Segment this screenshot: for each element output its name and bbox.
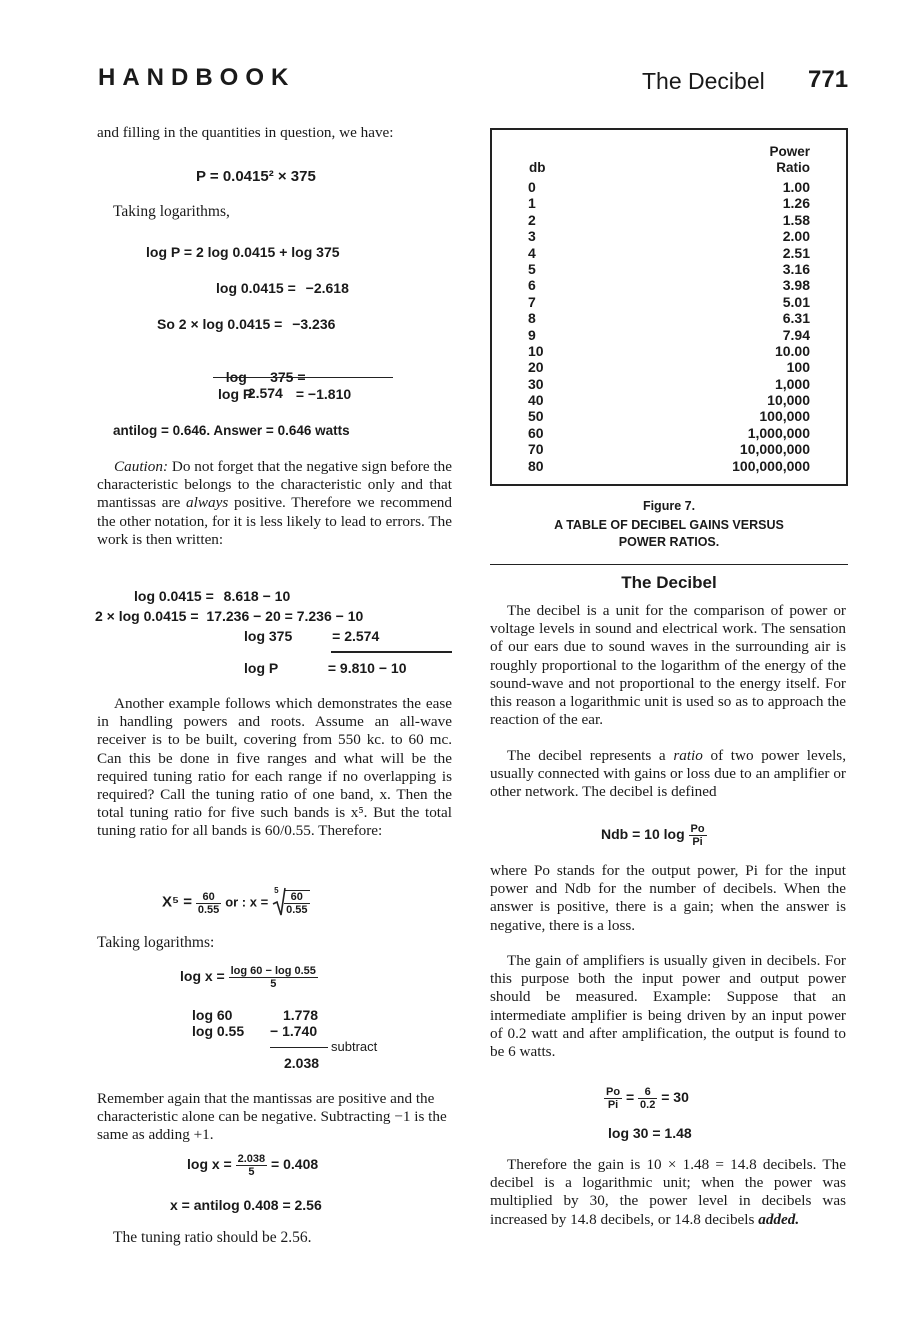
alt-lhs: 2 × log 0.0415 = — [95, 608, 199, 624]
log-rhs: 2 log 0.0415 + log 375 — [195, 244, 340, 260]
final-numerator: 2.038 — [237, 1153, 266, 1165]
logx-denominator: 5 — [270, 978, 277, 990]
final-fraction — [236, 1153, 268, 1178]
root-index: 5 — [274, 886, 279, 895]
table-cell-db: 1 — [528, 195, 536, 212]
table-cell-ratio: 10.00 — [774, 342, 810, 359]
ndb-lhs: Ndb = 10 log — [601, 826, 685, 843]
col-header-power: Power — [769, 144, 810, 159]
ratio-fraction-1 — [604, 1086, 622, 1111]
final-denominator: 5 — [248, 1166, 255, 1178]
radical-sign-icon — [272, 887, 286, 917]
equation-x5 — [162, 886, 310, 916]
table-cell-ratio: 2.00 — [782, 228, 810, 245]
decibel-paragraph-2 — [490, 747, 846, 802]
log-lhs: log P = — [146, 244, 193, 260]
table-cell-ratio: 1.26 — [782, 195, 810, 212]
antilog-line: antilog = 0.646. Answer = 0.646 watts — [113, 423, 350, 438]
decibel-paragraph-3: where Po stands for the output power, Pi for the input power and Ndb for the number of decibels. When the answer is positive, there is a gain; when the answer is negative, there is a loss. — [490, 862, 846, 934]
sub-result: 2.038 — [284, 1055, 320, 1071]
table-cell-db: 50 — [528, 408, 544, 425]
equation-log30: log 30 = 1.48 — [608, 1125, 692, 1141]
ratio-rhs: = 30 — [661, 1089, 689, 1106]
para2-text-a: The decibel represents a — [507, 747, 666, 764]
table-cell-db: 2 — [528, 211, 536, 228]
remember-paragraph: Remember again that the mantissas are positive and the characteristic alone can be negative. Subtracting −1 is the same as adding +1. — [97, 1090, 447, 1144]
table-cell-db: 0 — [528, 179, 536, 195]
table-cell-ratio: 7.94 — [782, 326, 810, 343]
caution-paragraph — [97, 458, 452, 549]
alt-rhs: 8.618 − 10 — [223, 588, 291, 604]
figure-caption-line-1: A TABLE OF DECIBEL GAINS VERSUS — [554, 518, 784, 532]
sub-value-1: 1.778 — [283, 1007, 319, 1023]
table-cell-ratio: 6.31 — [782, 310, 810, 327]
taking-logarithms-1: Taking logarithms, — [113, 203, 230, 220]
table-cell-db: 40 — [528, 392, 544, 409]
ratio-fraction-2 — [638, 1086, 657, 1111]
table-cell-ratio: 1.58 — [782, 211, 810, 228]
caution-label: Caution: — [114, 458, 169, 475]
section-divider — [490, 564, 848, 565]
subtract-rule — [270, 1047, 328, 1048]
x5-numerator: 60 — [196, 891, 221, 904]
alt-line-1 — [134, 588, 290, 604]
ratio-equals: = — [625, 1089, 635, 1106]
alt-line-3 — [244, 628, 379, 644]
running-head: HANDBOOK — [98, 64, 296, 91]
alt-line-4 — [244, 660, 407, 676]
para5-added: added. — [758, 1210, 800, 1228]
table-cell-db: 4 — [528, 244, 536, 261]
decibel-table — [490, 128, 848, 486]
col-header-db: db — [529, 160, 546, 175]
equation-ratio — [604, 1086, 689, 1111]
ndb-numerator: Po — [690, 823, 705, 835]
alt-lhs: log P — [244, 660, 278, 676]
log-rhs: −2.618 — [305, 280, 349, 296]
log-line-5 — [218, 386, 351, 402]
ratio-denominator-1: Pi — [607, 1099, 619, 1111]
para2-text-b: of two power levels, usually connected with gains or loss due to an amplifier or other network. The decibel is defined — [490, 747, 847, 801]
log-line-3 — [157, 316, 335, 332]
taking-logarithms-2: Taking logarithms: — [97, 934, 215, 951]
decibel-paragraph-1: The decibel is a unit for the comparison of power or voltage levels in sound and electrical work. The sensation of our ears due to sound waves in the surrounding air is roughly proportional to the logarithm of the energy of the sound-wave and not proportional to the energy itself. For this reason a logarithmic unit is used so as to approach the reaction of the ear. — [490, 602, 846, 729]
table-cell-ratio: 100,000,000 — [732, 457, 810, 474]
alt-rhs: = 9.810 − 10 — [327, 660, 407, 676]
log-rhs: = −1.810 — [295, 386, 352, 402]
log-line-1 — [146, 244, 340, 260]
caution-text: Do not forget that the negative sign before the characteristic belongs to the characteristic only and that mantissas are — [97, 458, 452, 512]
table-cell-db: 20 — [528, 359, 544, 376]
logx-fraction — [229, 965, 318, 990]
ratio-denominator-2: 0.2 — [640, 1099, 656, 1111]
col-header-ratio: Ratio — [776, 160, 810, 175]
table-cell-ratio: 3.98 — [782, 277, 810, 294]
log-lhs: log 0.0415 = — [216, 280, 296, 296]
ratio-column — [732, 179, 810, 474]
final-lhs: log x = — [187, 1156, 232, 1173]
example-paragraph: Another example follows which demonstrates the ease in handling powers and roots. Assume an all-wave receiver is to be built, covering from 550 kc. to 60 mc. Can this be done in five ranges and what will be the required tuning ratio for each range if no overlapping is required? Call the tuning ratio of one band, x. Then the total tuning ratio for five such bands is x⁵. But the total tuning ratio for all bands is 60/0.55. Therefore: — [97, 695, 452, 840]
logx-lhs: log x = — [180, 968, 225, 985]
intro-paragraph: and filling in the quantities in question, we have: — [97, 124, 394, 141]
equation-logx — [180, 965, 318, 990]
table-cell-db: 5 — [528, 260, 536, 277]
table-cell-db: 9 — [528, 326, 536, 343]
table-cell-db: 10 — [528, 342, 544, 359]
sub-label-1: log 60 — [192, 1007, 233, 1023]
x5-denominator: 0.55 — [197, 903, 220, 916]
sub-value-2: − 1.740 — [270, 1023, 318, 1039]
alt-lhs: log 0.0415 = — [134, 588, 214, 604]
table-cell-ratio: 2.51 — [782, 244, 810, 261]
logx-numerator: log 60 − log 0.55 — [230, 965, 316, 977]
log-rhs: −3.236 — [292, 316, 336, 332]
table-cell-ratio: 10,000 — [767, 392, 810, 409]
alt-line-2 — [95, 608, 363, 624]
log-lhs: log 375 = — [225, 369, 306, 385]
final-rhs: = 0.408 — [271, 1156, 319, 1173]
table-cell-db: 70 — [528, 441, 544, 458]
table-cell-ratio: 1,000 — [774, 375, 810, 392]
table-cell-ratio: 10,000,000 — [739, 441, 810, 458]
equation-ndb — [601, 823, 707, 848]
caution-text-2: positive. Therefore we recommend the other notation, for it is less likely to lead to errors. The work is then written: — [97, 494, 452, 548]
table-cell-db: 30 — [528, 375, 544, 392]
table-cell-db: 3 — [528, 228, 536, 245]
log-lhs: log P — [218, 386, 252, 402]
decibel-paragraph-4: The gain of amplifiers is usually given in decibels. For this purpose both the input power and output power should be measured. Example: Suppose that an intermediate amplifier is being driven by an input power of 0.2 watt and after amplification, the output is found to be 6 watts. — [490, 952, 846, 1061]
table-cell-ratio: 1.00 — [782, 179, 810, 195]
figure-label: Figure 7. — [642, 499, 696, 513]
figure-caption-line-2: POWER RATIOS. — [618, 535, 720, 549]
table-cell-ratio: 1,000,000 — [747, 424, 810, 441]
section-title: The Decibel — [621, 573, 717, 592]
x5-or: or : x = — [225, 894, 269, 910]
db-column — [528, 179, 544, 474]
sum-rule — [213, 377, 393, 378]
ndb-denominator: Pi — [692, 836, 703, 848]
decibel-paragraph-5 — [490, 1156, 846, 1229]
log-lhs: So 2 × log 0.0415 = — [157, 316, 283, 332]
subtract-label: subtract — [331, 1039, 378, 1054]
equation-p: P = 0.0415² × 375 — [196, 168, 316, 185]
table-cell-ratio: 100 — [786, 359, 810, 376]
header-title: The Decibel — [642, 68, 765, 94]
ratio-numerator-2: 6 — [638, 1086, 657, 1099]
table-cell-db: 80 — [528, 457, 544, 474]
table-cell-db: 7 — [528, 293, 536, 310]
conclusion-text: The tuning ratio should be 2.56. — [113, 1229, 312, 1246]
log-line-2 — [216, 280, 349, 296]
table-cell-ratio: 100,000 — [759, 408, 810, 425]
alt-rhs: 17.236 − 20 = 7.236 − 10 — [206, 608, 364, 624]
root-fraction — [284, 890, 309, 916]
para5-text: Therefore the gain is 10 × 1.48 = 14.8 decibels. The decibel is a logarithmic unit; when the power was multiplied by 30, the power level in decibels was increased by 14.8 decibels, or 14.8 decibels — [490, 1156, 846, 1228]
sub-label-2: log 0.55 — [192, 1023, 245, 1039]
ratio-numerator-1: Po — [606, 1086, 621, 1098]
root-denominator: 0.55 — [286, 904, 308, 916]
alt-lhs: log 375 — [244, 628, 293, 644]
radical — [272, 886, 309, 916]
log-rhs: 2.574 — [247, 385, 283, 401]
page-number: 771 — [808, 66, 849, 93]
x5-lhs: X⁵ = — [162, 893, 192, 911]
root-numerator: 60 — [284, 891, 309, 904]
table-cell-ratio: 5.01 — [782, 293, 810, 310]
alt-sum-rule — [331, 651, 452, 653]
para2-ratio: ratio — [673, 747, 703, 764]
table-cell-ratio: 3.16 — [782, 260, 810, 277]
table-cell-db: 6 — [528, 277, 536, 294]
table-cell-db: 60 — [528, 424, 544, 441]
alt-rhs: = 2.574 — [332, 628, 380, 644]
caution-always: always — [186, 494, 229, 512]
x5-fraction — [196, 891, 221, 916]
table-cell-db: 8 — [528, 310, 536, 327]
ndb-fraction — [689, 823, 707, 848]
equation-final — [187, 1153, 318, 1178]
equation-antilog: x = antilog 0.408 = 2.56 — [170, 1197, 322, 1213]
